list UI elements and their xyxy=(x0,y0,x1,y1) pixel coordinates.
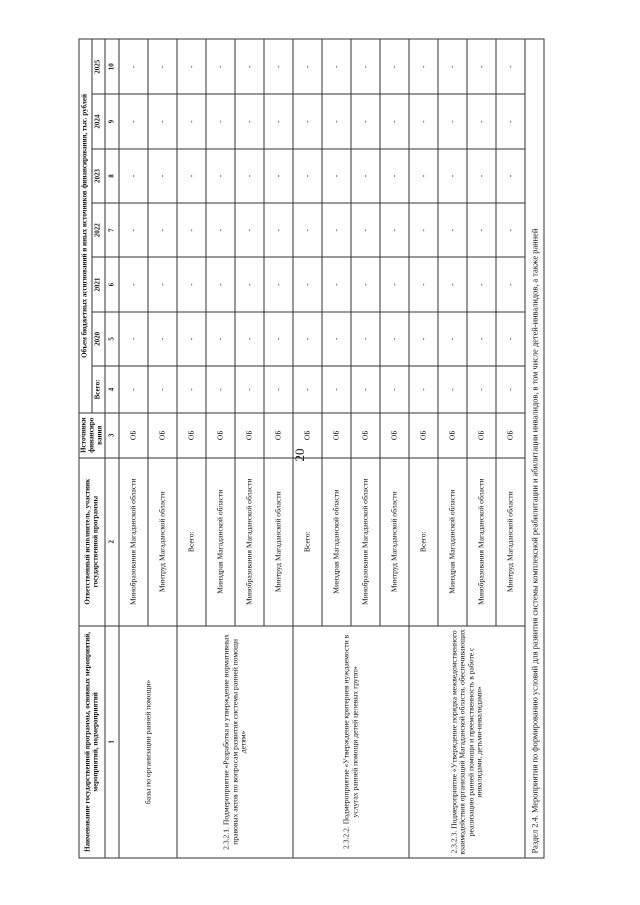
source-cell: ОБ xyxy=(235,412,264,457)
amount-cell: - xyxy=(235,94,264,148)
col-number: 8 xyxy=(105,148,119,202)
source-cell: ОБ xyxy=(322,412,351,457)
executor-cell: Минобразования Магаданской области xyxy=(351,457,380,625)
source-cell: ОБ xyxy=(409,412,438,457)
header-year: 2024 xyxy=(92,94,105,148)
col-number: 1 xyxy=(105,625,119,857)
executor-cell: Всего: xyxy=(177,457,206,625)
executor-cell: Всего: xyxy=(293,457,322,625)
amount-cell: - xyxy=(148,148,177,202)
amount-cell: - xyxy=(438,148,467,202)
header-executor: Ответственный исполнитель, участник государственной программы xyxy=(79,457,105,625)
amount-cell: - xyxy=(438,311,467,365)
amount-cell: - xyxy=(467,148,496,202)
col-number: 4 xyxy=(105,366,119,413)
col-number: 3 xyxy=(105,412,119,457)
source-cell: ОБ xyxy=(380,412,409,457)
executor-cell: Минздрав Магаданской области xyxy=(438,457,467,625)
executor-cell: Минобразования Магаданской области xyxy=(467,457,496,625)
amount-cell: - xyxy=(206,94,235,148)
header-year: 2020 xyxy=(92,311,105,365)
amount-cell: - xyxy=(409,94,438,148)
amount-cell: - xyxy=(351,257,380,311)
amount-cell: - xyxy=(206,39,235,94)
amount-cell: - xyxy=(119,94,148,148)
amount-cell: - xyxy=(351,203,380,257)
header-funding-group: Объем бюджетных ассигнований и иных источников финансирования, тыс. рублей xyxy=(79,39,92,413)
program-name-cell: базы по организации ранней помощи» xyxy=(119,625,177,857)
col-number: 10 xyxy=(105,39,119,94)
amount-cell: - xyxy=(496,39,525,94)
source-cell: ОБ xyxy=(119,412,148,457)
table-row xyxy=(119,39,148,858)
amount-cell: - xyxy=(293,366,322,413)
amount-cell: - xyxy=(264,203,293,257)
amount-cell: - xyxy=(322,311,351,365)
amount-cell: - xyxy=(351,94,380,148)
executor-cell: Всего: xyxy=(409,457,438,625)
amount-cell: - xyxy=(148,94,177,148)
amount-cell: - xyxy=(438,257,467,311)
amount-cell: - xyxy=(206,257,235,311)
table-body xyxy=(119,39,525,858)
table-container xyxy=(78,38,563,858)
amount-cell: - xyxy=(235,311,264,365)
amount-cell: - xyxy=(322,148,351,202)
col-number: 2 xyxy=(105,457,119,625)
program-name-cell: 2.3.2.3. Подмероприятие «Утверждение порядка межведомственного взаимодействия организаций Магаданской области, обеспечивающих реализацию ранней помощи и преемственность в работе с инвалидами, детьми-инвалидами» xyxy=(409,625,525,857)
amount-cell: - xyxy=(264,39,293,94)
executor-cell: Минтруд Магаданской области xyxy=(264,457,293,625)
amount-cell: - xyxy=(293,311,322,365)
executor-cell: Минтруд Магаданской области xyxy=(496,457,525,625)
amount-cell: - xyxy=(177,311,206,365)
amount-cell: - xyxy=(119,203,148,257)
executor-cell: Минтруд Магаданской области xyxy=(380,457,409,625)
amount-cell: - xyxy=(206,148,235,202)
amount-cell: - xyxy=(438,94,467,148)
amount-cell: - xyxy=(293,148,322,202)
amount-cell: - xyxy=(380,94,409,148)
amount-cell: - xyxy=(119,311,148,365)
amount-cell: - xyxy=(322,203,351,257)
amount-cell: - xyxy=(148,203,177,257)
amount-cell: - xyxy=(322,39,351,94)
source-cell: ОБ xyxy=(467,412,496,457)
table-row xyxy=(409,39,438,858)
page-number: 20 xyxy=(292,448,307,462)
amount-cell: - xyxy=(496,257,525,311)
amount-cell: - xyxy=(409,39,438,94)
amount-cell: - xyxy=(380,203,409,257)
amount-cell: - xyxy=(351,311,380,365)
table-row xyxy=(293,39,322,858)
amount-cell: - xyxy=(177,257,206,311)
executor-cell: Минобразования Магаданской области xyxy=(119,457,148,625)
source-cell: ОБ xyxy=(351,412,380,457)
executor-cell: Минздрав Магаданской области xyxy=(322,457,351,625)
executor-cell: Минздрав Магаданской области xyxy=(206,457,235,625)
header-year: 2021 xyxy=(92,257,105,311)
column-number-row xyxy=(105,39,119,858)
financing-table xyxy=(78,38,544,858)
amount-cell: - xyxy=(467,94,496,148)
amount-cell: - xyxy=(177,94,206,148)
amount-cell: - xyxy=(496,203,525,257)
amount-cell: - xyxy=(438,39,467,94)
executor-cell: Минобразования Магаданской области xyxy=(235,457,264,625)
amount-cell: - xyxy=(409,311,438,365)
amount-cell: - xyxy=(351,39,380,94)
header-year: 2022 xyxy=(92,203,105,257)
amount-cell: - xyxy=(380,148,409,202)
amount-cell: - xyxy=(380,311,409,365)
header-year: 2025 xyxy=(92,39,105,94)
source-cell: ОБ xyxy=(177,412,206,457)
amount-cell: - xyxy=(409,257,438,311)
amount-cell: - xyxy=(148,257,177,311)
amount-cell: - xyxy=(467,203,496,257)
amount-cell: - xyxy=(264,366,293,413)
amount-cell: - xyxy=(293,203,322,257)
source-cell: ОБ xyxy=(293,412,322,457)
program-name-cell: 2.3.2.2. Подмероприятие «Утверждение критериев нуждаемости в услугах ранней помощи детей целевых групп» xyxy=(293,625,409,857)
amount-cell: - xyxy=(177,39,206,94)
amount-cell: - xyxy=(206,366,235,413)
amount-cell: - xyxy=(351,366,380,413)
amount-cell: - xyxy=(235,366,264,413)
executor-cell: Минтруд Магаданской области xyxy=(148,457,177,625)
amount-cell: - xyxy=(467,311,496,365)
amount-cell: - xyxy=(264,257,293,311)
header-year: Всего: xyxy=(92,366,105,413)
amount-cell: - xyxy=(119,148,148,202)
amount-cell: - xyxy=(177,366,206,413)
amount-cell: - xyxy=(177,203,206,257)
amount-cell: - xyxy=(496,366,525,413)
header-row-1 xyxy=(79,39,92,858)
section-row xyxy=(525,39,544,858)
amount-cell: - xyxy=(264,311,293,365)
amount-cell: - xyxy=(380,39,409,94)
col-number: 5 xyxy=(105,311,119,365)
amount-cell: - xyxy=(264,94,293,148)
amount-cell: - xyxy=(206,203,235,257)
amount-cell: - xyxy=(235,203,264,257)
amount-cell: - xyxy=(264,148,293,202)
amount-cell: - xyxy=(496,311,525,365)
amount-cell: - xyxy=(351,148,380,202)
program-name-cell: 2.3.2.1. Подмероприятие «Разработка и утверждение нормативных правовых актов по вопросам развития системы ранней помощи детям» xyxy=(177,625,293,857)
amount-cell: - xyxy=(409,366,438,413)
amount-cell: - xyxy=(293,257,322,311)
amount-cell: - xyxy=(322,366,351,413)
amount-cell: - xyxy=(293,39,322,94)
col-number: 7 xyxy=(105,203,119,257)
source-cell: ОБ xyxy=(264,412,293,457)
amount-cell: - xyxy=(148,311,177,365)
source-cell: ОБ xyxy=(438,412,467,457)
source-cell: ОБ xyxy=(206,412,235,457)
amount-cell: - xyxy=(148,39,177,94)
amount-cell: - xyxy=(380,257,409,311)
amount-cell: - xyxy=(119,39,148,94)
amount-cell: - xyxy=(438,366,467,413)
amount-cell: - xyxy=(293,94,322,148)
amount-cell: - xyxy=(206,311,235,365)
amount-cell: - xyxy=(380,366,409,413)
amount-cell: - xyxy=(148,366,177,413)
amount-cell: - xyxy=(438,203,467,257)
amount-cell: - xyxy=(496,148,525,202)
source-cell: ОБ xyxy=(148,412,177,457)
amount-cell: - xyxy=(496,94,525,148)
amount-cell: - xyxy=(119,366,148,413)
table-rotator xyxy=(78,38,563,858)
amount-cell: - xyxy=(467,366,496,413)
amount-cell: - xyxy=(235,257,264,311)
header-year: 2023 xyxy=(92,148,105,202)
amount-cell: - xyxy=(322,257,351,311)
amount-cell: - xyxy=(467,257,496,311)
amount-cell: - xyxy=(235,39,264,94)
col-number: 9 xyxy=(105,94,119,148)
col-number: 6 xyxy=(105,257,119,311)
amount-cell: - xyxy=(322,94,351,148)
source-cell: ОБ xyxy=(496,412,525,457)
table-row xyxy=(177,39,206,858)
amount-cell: - xyxy=(177,148,206,202)
amount-cell: - xyxy=(409,148,438,202)
amount-cell: - xyxy=(119,257,148,311)
header-source: Источники финансиро вания xyxy=(79,412,105,457)
amount-cell: - xyxy=(467,39,496,94)
header-name: Наименование государственной программы, основных мероприятий, мероприятий, подмероприятий xyxy=(79,625,105,857)
amount-cell: - xyxy=(235,148,264,202)
section-title: Раздел 2.4. Мероприятия по формированию условий для развития системы комплексной реабилитации и абилитации инвалидов, в том числе детей-инвалидов, а также ранней xyxy=(525,39,544,858)
amount-cell: - xyxy=(409,203,438,257)
